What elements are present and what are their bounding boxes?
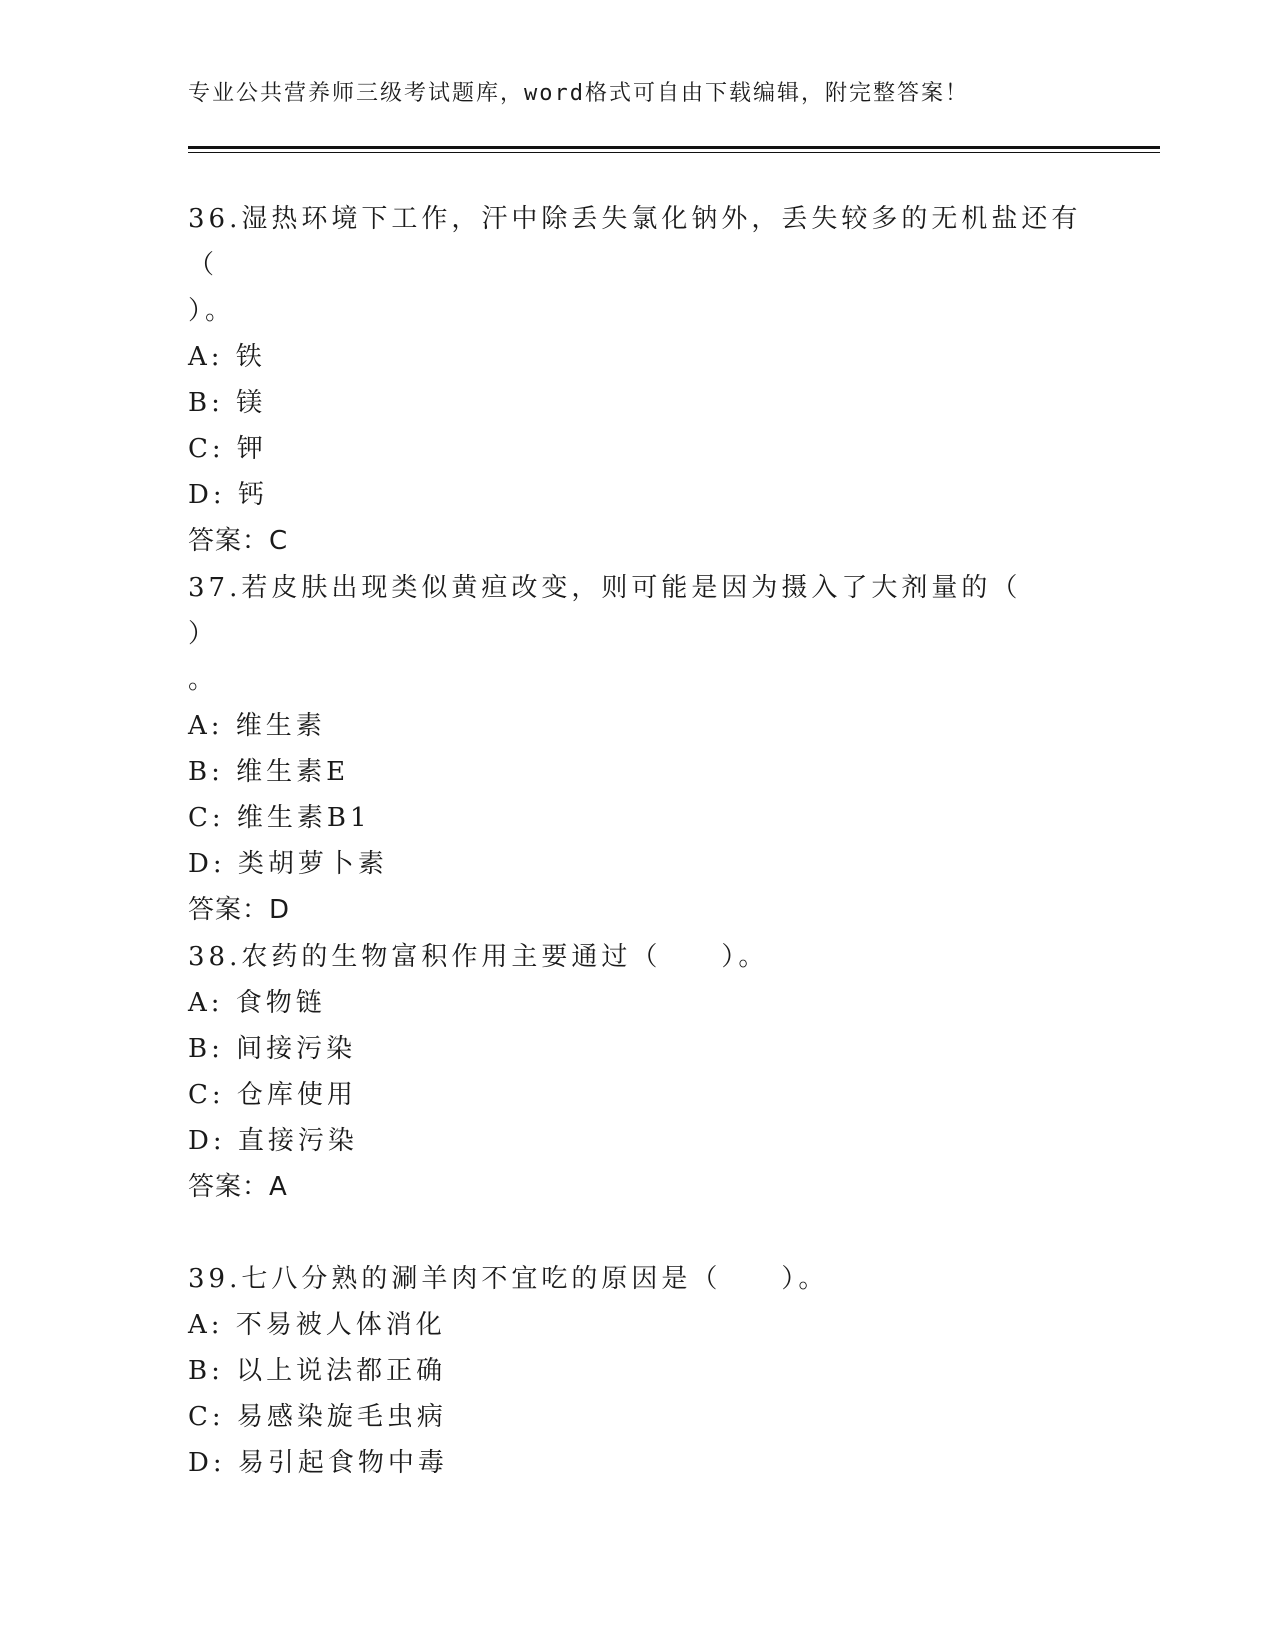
question-stem-line1: 39.七八分熟的涮羊肉不宜吃的原因是（ ）。 (188, 1264, 829, 1294)
answer-text: 答案：C (188, 526, 289, 556)
question-37 (188, 565, 1088, 933)
option-b: B: 间接污染 (188, 1034, 357, 1064)
question-stem-line2: ）。 (188, 296, 236, 326)
option-c: C: 钾 (188, 434, 267, 464)
option-d: D: 类胡萝卜素 (188, 849, 388, 879)
option-a: A: 铁 (188, 342, 266, 372)
option-b: B: 以上说法都正确 (188, 1356, 447, 1386)
answer-text: 答案：A (188, 1172, 288, 1202)
page-header-title: 专业公共营养师三级考试题库，word格式可自由下载编辑，附完整答案！ (188, 81, 969, 106)
option-a: A: 不易被人体消化 (188, 1310, 446, 1340)
option-a: A: 食物链 (188, 988, 326, 1018)
question-stem-line2: 。 (188, 665, 219, 695)
question-stem-line1: 36.湿热环境下工作，汗中除丢失氯化钠外，丢失较多的无机盐还有（ (188, 204, 1082, 280)
option-d: D: 易引起食物中毒 (188, 1448, 448, 1478)
header-divider-thick (188, 146, 1160, 149)
option-c: C: 仓库使用 (188, 1080, 357, 1110)
answer-text: 答案：D (188, 895, 291, 925)
option-d: D: 直接污染 (188, 1126, 358, 1156)
question-36 (188, 196, 1088, 564)
option-a: A: 维生素 (188, 711, 326, 741)
question-38 (188, 934, 1088, 1210)
option-d: D: 钙 (188, 480, 268, 510)
question-39 (188, 1256, 1088, 1486)
option-b: B: 镁 (188, 388, 267, 418)
question-stem-line1: 38.农药的生物富积作用主要通过（ ）。 (188, 942, 769, 972)
question-stem-line1: 37.若皮肤出现类似黄疸改变，则可能是因为摄入了大剂量的（ ） (188, 573, 1082, 649)
option-c: C: 易感染旋毛虫病 (188, 1402, 447, 1432)
option-c: C: 维生素B1 (188, 803, 371, 833)
header-divider-thin (188, 152, 1160, 153)
option-b: B: 维生素E (188, 757, 350, 787)
